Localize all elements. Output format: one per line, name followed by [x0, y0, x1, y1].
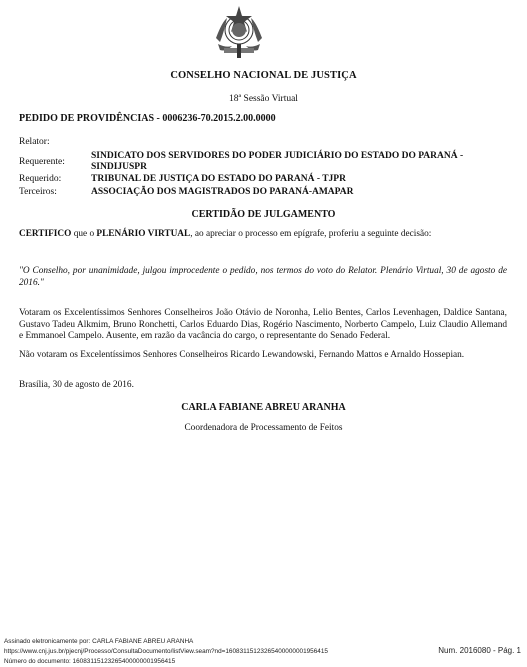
non-voters-paragraph: Não votaram os Excelentíssimos Senhores Conselheiros Ricardo Lewandowski, Fernando Mattos e Arnaldo Hossepian.: [19, 350, 465, 360]
intro-mid-text: que o: [71, 229, 97, 239]
voters-paragraph: Votaram os Excelentíssimos Senhores Conselheiros João Otávio de Noronha, Lelio Bentes, Carlos Levenhagen, Daldice Santana, Gustavo Tadeu Alkmim, Bruno Ronchetti, Carlos Eduardo Dias, Rogério Nascimento, Norberto Campelo, Luiz Claudio Allemand e Emmanoel Campelo. Ausente, em razão da vacância do cargo, o representante do Senado Federal.: [19, 308, 507, 341]
certidao-title: CERTIDÃO DE JULGAMENTO: [191, 209, 336, 220]
document-number: Número do documento: 16083115123265400000001956415: [4, 658, 176, 665]
signer-name: CARLA FABIANE ABREU ARANHA: [181, 402, 346, 413]
signature-note: Assinado eletronicamente por: CARLA FABIANE ABREU ARANHA: [4, 638, 194, 645]
place-date: Brasília, 30 de agosto de 2016.: [19, 380, 134, 390]
decision-quote: "O Conselho, por unanimidade, julgou improcedente o pedido, nos termos do voto do Relator. Plenário Virtual, 30 de agosto de 2016.": [19, 266, 507, 288]
signer-role: Coordenadora de Processamento de Feitos: [184, 423, 343, 433]
relator-label: Relator:: [19, 137, 50, 147]
requerido-label: Requerido:: [19, 174, 62, 184]
plenario-virtual-word: PLENÁRIO VIRTUAL: [96, 229, 191, 239]
document-url[interactable]: https://www.cnj.jus.br/pjecnj/Processo/ConsultaDocumento/listView.seam?nd=16083115123265400000001956415: [4, 648, 328, 655]
process-number: PEDIDO DE PROVIDÊNCIAS - 0006236-70.2015.2.00.0000: [19, 113, 276, 124]
page-reference: Num. 2016080 - Pág. 1: [438, 646, 521, 655]
organization-title: CONSELHO NACIONAL DE JUSTIÇA: [170, 70, 357, 81]
terceiros-label: Terceiros:: [19, 187, 57, 197]
intro-rest-text: , ao apreciar o processo em epígrafe, proferiu a seguinte decisão:: [190, 229, 432, 239]
certifico-word: CERTIFICO: [19, 229, 72, 239]
national-seal-icon: [210, 2, 268, 60]
requerido-value: TRIBUNAL DE JUSTIÇA DO ESTADO DO PARANÁ - TJPR: [91, 174, 346, 184]
terceiros-value: ASSOCIAÇÃO DOS MAGISTRADOS DO PARANÁ-AMAPAR: [91, 187, 354, 197]
requerente-value: SINDICATO DOS SERVIDORES DO PODER JUDICIÁRIO DO ESTADO DO PARANÁ - SINDIJUSPR: [91, 151, 464, 172]
requerente-label: Requerente:: [19, 157, 65, 167]
certification-paragraph: [19, 229, 507, 241]
session-label: 18ª Sessão Virtual: [229, 94, 298, 104]
